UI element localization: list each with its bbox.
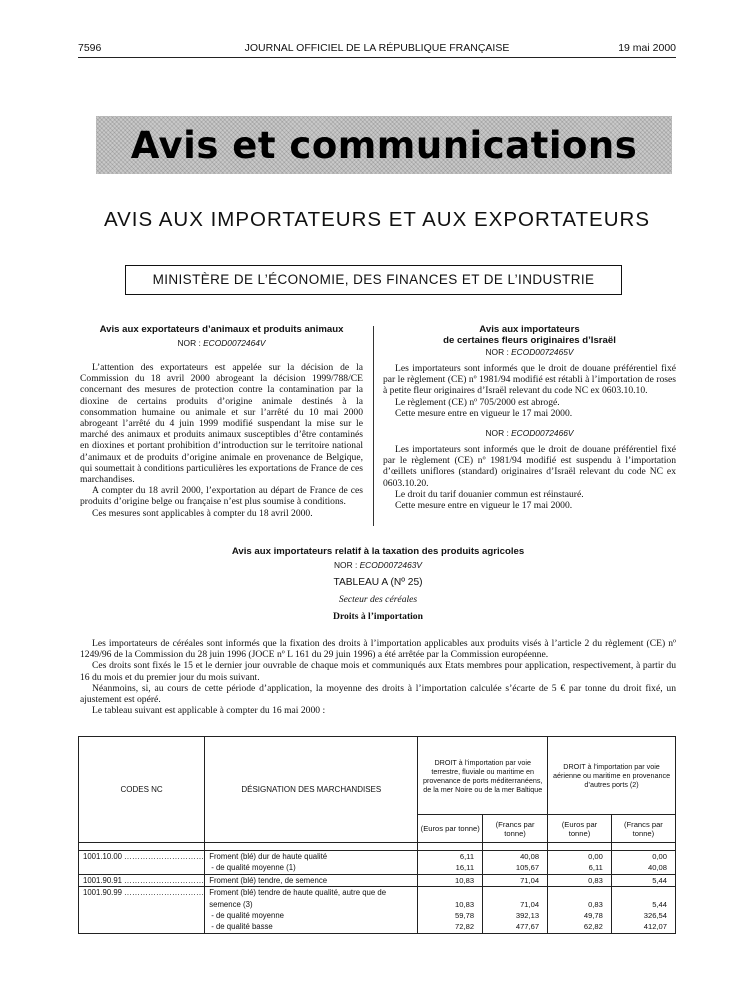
agri-paragraph: Ces droits sont fixés le 15 et le dernier jour ouvrable de chaque mois et communiqués aux Etats membres pour application, respectivement, à partir du 16 du mois et du premier jour du mois suivant.: [80, 660, 676, 683]
column-divider: [373, 326, 374, 526]
page-number: 7596: [78, 42, 102, 54]
duty-value: 62,82: [583, 922, 603, 932]
right-paragraph: Le règlement (CE) nº 705/2000 est abrogé.: [395, 396, 560, 408]
value-cell-g2-euros: [548, 851, 612, 875]
duty-value: [612, 887, 667, 898]
nc-code: 1001.90.99 ..............................: [83, 888, 205, 898]
duty-value: 49,78: [583, 910, 603, 920]
col-header-group2: DROIT à l’importation par voie aérienne ou maritime en provenance d’autres ports (2): [548, 737, 676, 815]
designation-line: - de qualité moyenne: [211, 910, 285, 920]
right-nor-2: NOR : ECOD0072466V: [485, 428, 574, 439]
designation-line: Froment (blé) dur de haute qualité: [209, 852, 328, 861]
right-nor-code-2: ECOD0072466V: [511, 428, 574, 439]
duty-value: 0,00: [652, 852, 667, 861]
sector-label: Secteur des céréales: [338, 594, 418, 606]
duty-value: 10,83: [455, 899, 475, 909]
left-nor: NOR : ECOD0072464V: [177, 338, 266, 348]
right-paragraph: Les importateurs sont informés que le droit de douane préférentiel fixé par le règlement (CE) nº 1981/94 modifié est suspendu à l’importation d’œillets uniflores (standard) originaires d’Israël relevant du code NC ex 0603.10.20.: [383, 444, 676, 489]
nc-code: 1001.10.00 ..............................: [83, 852, 205, 861]
duty-value: 10,83: [455, 875, 475, 885]
agri-paragraph: Les importateurs de céréales sont informés que la fixation des droits à l’importation applicables aux produits visés à l’article 2 du règlement (CE) nº 1249/96 de la Commission du 28 juin 1996 (JOCE nº L 161 du 29 juin 1996) a été arrêtée par la Commission européenne.: [80, 638, 676, 661]
banner-title: Avis et communications: [130, 123, 638, 167]
right-notice-title-1: Avis aux importateurs: [479, 324, 580, 335]
right-paragraph: Cette mesure entre en vigueur le 17 mai 2000.: [395, 407, 573, 419]
duty-value: 0,83: [588, 899, 603, 909]
duty-value: 40,08: [520, 852, 540, 861]
main-title: AVIS AUX IMPORTATEURS ET AUX EXPORTATEURS: [103, 208, 651, 231]
duty-value: [418, 887, 474, 898]
table-row: [79, 851, 676, 875]
nc-code-cell: [79, 874, 205, 886]
duty-value: 0,00: [588, 852, 603, 861]
left-notice: [80, 324, 363, 519]
agri-paragraph: Le tableau suivant est applicable à compter du 16 mai 2000 :: [92, 705, 326, 717]
value-cell-g1-euros: [418, 887, 483, 934]
sub-header-euros: (Euros par tonne): [418, 815, 483, 843]
duty-value: 326,54: [643, 910, 667, 920]
duty-value: 71,04: [520, 899, 540, 909]
duty-value: 477,67: [515, 922, 540, 932]
designation-line: Froment (blé) tendre, de semence: [209, 875, 328, 885]
agri-nor-code: ECOD0072463V: [359, 560, 422, 570]
left-nor-code: ECOD0072464V: [203, 338, 266, 348]
left-paragraph: A compter du 18 avril 2000, l’exportation au départ de France de ces produits d’origine belge ou française n’est plus soumise à conditions.: [80, 485, 363, 508]
duty-value: 392,13: [515, 910, 540, 920]
tariff-table: [78, 736, 676, 934]
designation-line: - de qualité moyenne (1): [211, 863, 296, 873]
sub-header-euros: (Euros par tonne): [548, 815, 612, 843]
duty-value: 59,78: [455, 910, 475, 920]
value-cell-g2-francs: [611, 851, 675, 875]
agri-notice-body: [80, 638, 676, 716]
nc-code: 1001.90.91 ..............................: [83, 875, 205, 885]
agri-nor: NOR : ECOD0072463V: [334, 560, 422, 570]
page-header: [78, 42, 676, 56]
duty-value: 72,82: [455, 922, 475, 932]
value-cell-g1-francs: [483, 851, 548, 875]
left-notice-title: Avis aux exportateurs d’animaux et produits animaux: [99, 324, 344, 335]
right-nor-1: NOR : ECOD0072465V: [485, 347, 574, 357]
duty-value: 6,11: [588, 863, 603, 873]
header-rule: [78, 57, 676, 58]
designation-cell: [205, 874, 418, 886]
right-paragraph: Les importateurs sont informés que le droit de douane préférentiel fixé par le règlement (CE) nº 1981/94 modifié est rétabli à l’importation de roses à petite fleur originaires d’Israël relevant du code NC ex 0603.10.10.: [383, 363, 676, 397]
table-row: [79, 887, 676, 934]
col-header-group1: DROIT à l’importation par voie terrestre, fluviale ou maritime en provenance de ports méditerranéens, de la mer Noire ou de la mer Baltique: [418, 737, 548, 815]
right-paragraph: Le droit du tarif douanier commun est réinstauré.: [395, 488, 584, 500]
designation-cell: [205, 851, 418, 875]
designation-line: - de qualité basse: [211, 922, 273, 932]
value-cell-g1-euros: [418, 874, 483, 886]
right-nor-code-1: ECOD0072465V: [511, 347, 574, 357]
duty-value: 40,08: [647, 863, 667, 873]
ministry-box: MINISTÈRE DE L’ÉCONOMIE, DES FINANCES ET DE L’INDUSTRIE: [125, 265, 622, 295]
section-banner: [96, 116, 672, 174]
duty-value: 105,67: [515, 863, 540, 873]
duty-value: 71,04: [520, 875, 540, 885]
left-paragraph: L’attention des exportateurs est appelée sur la décision de la Commission du 18 avril 2000 abrogeant la décision 1999/788/CE concernant des mesures de protection contre la contamination par la dioxine de certains produits d’origine animale destinés à la consommation humaine ou animale et sur l’arrêté du 10 mai 2000 abrogeant l’arrêté du 4 juin 1999 modifié suspendant la mise sur le marché des animaux et produits animaux susceptibles d’être contaminés en dioxines et portant prohibition d’introduction sur le territoire national d’animaux et de produits d’origine animale en provenance de Belgique, qui soumettait à conditions particulières les exportations de France de ces marchandises.: [80, 362, 363, 486]
sub-header-francs: (Francs par tonne): [611, 815, 675, 843]
value-cell-g2-euros: [548, 887, 612, 934]
sub-header-francs: (Francs par tonne): [483, 815, 548, 843]
left-paragraph: Ces mesures sont applicables à compter du 18 avril 2000.: [92, 507, 313, 519]
value-cell-g1-francs: [483, 887, 548, 934]
table-label: TABLEAU A (Nº 25): [333, 577, 423, 588]
duty-value: 412,07: [643, 922, 667, 932]
agri-notice-title: Avis aux importateurs relatif à la taxation des produits agricoles: [231, 546, 525, 557]
value-cell-g2-francs: [611, 887, 675, 934]
right-notice-title-2: de certaines fleurs originaires d’Israël: [443, 335, 616, 346]
nc-code-cell: [79, 851, 205, 875]
table-row: [79, 874, 676, 886]
value-cell-g2-francs: [611, 874, 675, 886]
duty-value: 0,83: [588, 875, 603, 885]
nc-code-cell: [79, 887, 205, 934]
right-notice: [383, 324, 676, 511]
value-cell-g1-francs: [483, 874, 548, 886]
right-paragraph: Cette mesure entre en vigueur le 17 mai 2000.: [395, 500, 573, 512]
journal-title: JOURNAL OFFICIEL DE LA RÉPUBLIQUE FRANÇAISE: [244, 42, 510, 54]
designation-line: Froment (blé) tendre de haute qualité, autre que de: [209, 888, 387, 898]
subheading: Droits à l’importation: [333, 611, 423, 623]
issue-date: 19 mai 2000: [618, 42, 676, 54]
col-header-codes: CODES NC: [79, 737, 205, 843]
designation-line: semence (3): [209, 899, 253, 909]
col-header-designation: DÉSIGNATION DES MARCHANDISES: [205, 737, 418, 843]
duty-value: [483, 887, 539, 898]
duty-value: 6,11: [459, 852, 475, 861]
value-cell-g1-euros: [418, 851, 483, 875]
duty-value: [548, 887, 603, 898]
value-cell-g2-euros: [548, 874, 612, 886]
duty-value: 5,44: [652, 899, 667, 909]
agri-notice-header: [80, 546, 676, 623]
agri-paragraph: Néanmoins, si, au cours de cette période d’application, la moyenne des droits à l’importation calculée s’écarte de 5 € par tonne du droit fixé, un ajustement est opéré.: [80, 682, 676, 706]
duty-value: 16,11: [455, 863, 475, 873]
designation-cell: [205, 887, 418, 934]
duty-value: 5,44: [652, 875, 667, 885]
